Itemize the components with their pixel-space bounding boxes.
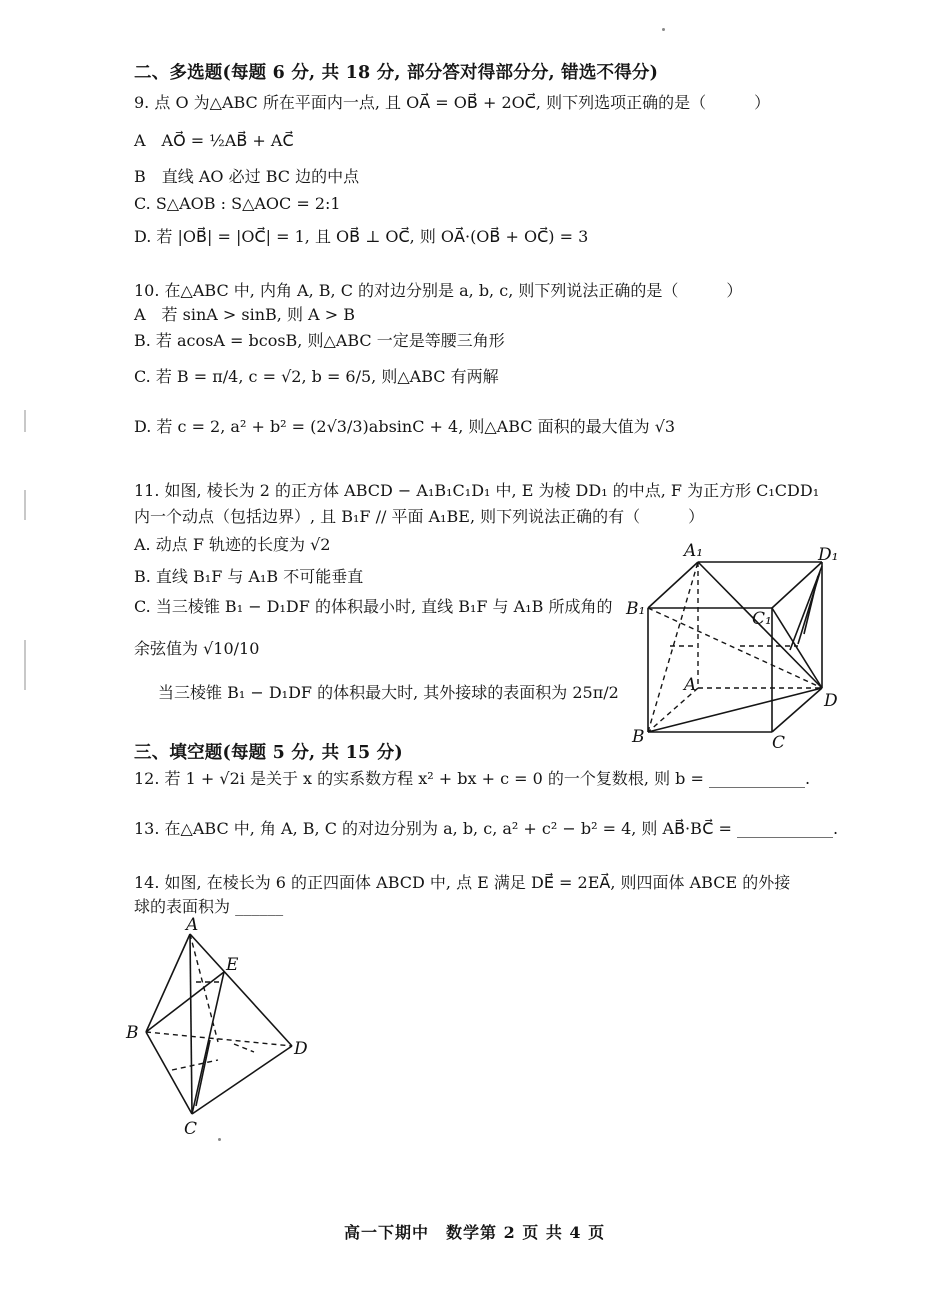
tetra-hidden-line — [172, 1060, 218, 1070]
cube-label-a: A — [684, 675, 697, 695]
tetra-label-d: D — [294, 1039, 308, 1059]
scan-mark — [24, 490, 26, 520]
q11-stem-line2: 内一个动点（包括边界）, 且 B₁F // 平面 A₁BE, 则下列说法正确的有（ ） — [134, 507, 705, 526]
tetra-edge — [190, 934, 292, 1046]
tetra-label-c: C — [184, 1119, 198, 1139]
q11-option-d: 当三棱锥 B₁ − D₁DF 的体积最大时, 其外接球的表面积为 25π/2 — [158, 683, 619, 702]
cube-label-b: B — [632, 727, 645, 747]
cube-label-b1: B₁ — [626, 599, 646, 619]
section3-header: 三、填空题(每题 5 分, 共 15 分) — [134, 743, 403, 763]
q11-stem-line1: 11. 如图, 棱长为 2 的正方体 ABCD − A₁B₁C₁D₁ 中, E 为棱 DD₁ 的中点, F 为正方形 C₁CDD₁ — [134, 481, 820, 500]
cube-label-d1: D₁ — [818, 545, 839, 565]
tetra-line — [196, 1040, 210, 1106]
cube-figure — [622, 541, 862, 753]
q9-stem: 9. 点 O 为△ABC 所在平面内一点, 且 OA⃗ = OB⃗ + 2OC⃗, 则下列选项正确的是（ ） — [134, 93, 771, 112]
q14-stem-line1: 14. 如图, 在棱长为 6 的正四面体 ABCD 中, 点 E 满足 DE⃗ = 2EA⃗, 则四面体 ABCE 的外接 — [134, 873, 791, 892]
q10-option-d: D. 若 c = 2, a² + b² = (2√3/3)absinC + 4, 则△ABC 面积的最大值为 √3 — [134, 417, 676, 436]
tetra-edge — [146, 934, 190, 1032]
q12-text: 12. 若 1 + √2i 是关于 x 的实系数方程 x² + bx + c = 0 的一个复数根, 则 b = ____________. — [134, 769, 811, 788]
scan-mark — [24, 410, 26, 432]
cube-label-c1: C₁ — [752, 609, 772, 629]
scan-mark — [24, 640, 26, 690]
cube-label-a1: A₁ — [684, 541, 704, 561]
q10-option-a: A 若 sinA > sinB, 则 A > B — [134, 305, 355, 324]
tetra-label-b: B — [126, 1023, 139, 1043]
q9-option-a: A AO⃗ = ½AB⃗ + AC⃗ — [134, 131, 294, 150]
tetra-hidden-line — [234, 1044, 254, 1052]
q11-option-a: A. 动点 F 轨迹的长度为 √2 — [134, 535, 331, 554]
q11-option-c-line1: C. 当三棱锥 B₁ − D₁DF 的体积最小时, 直线 B₁F 与 A₁B 所成角的 — [134, 597, 613, 616]
q9-option-b: B 直线 AO 必过 BC 边的中点 — [134, 167, 360, 186]
tetrahedron-figure — [122, 915, 322, 1140]
tetra-edge — [146, 1032, 192, 1114]
cube-hidden-line — [648, 608, 822, 688]
q10-option-b: B. 若 acosA = bcosB, 则△ABC 一定是等腰三角形 — [134, 331, 505, 350]
tetra-hidden-edge — [146, 1032, 292, 1046]
q9-option-c: C. S△AOB : S△AOC = 2:1 — [134, 194, 341, 213]
q11-option-b: B. 直线 B₁F 与 A₁B 不可能垂直 — [134, 567, 364, 586]
section2-header: 二、多选题(每题 6 分, 共 18 分, 部分答对得部分分, 错选不得分) — [134, 63, 659, 83]
cube-edge — [648, 562, 698, 608]
cube-hidden-line — [648, 562, 698, 732]
cube-label-c: C — [772, 733, 786, 753]
tetra-label-e: E — [226, 955, 239, 975]
tetra-edge — [190, 934, 192, 1114]
q14-stem-line2: 球的表面积为 ______ — [134, 897, 284, 916]
q13-text: 13. 在△ABC 中, 角 A, B, C 的对边分别为 a, b, c, a² + c² − b² = 4, 则 AB⃗·BC⃗ = ____________. — [134, 819, 839, 838]
page-footer: 高一下期中 数学第 2 页 共 4 页 — [344, 1223, 606, 1242]
q10-option-c: C. 若 B = π/4, c = √2, b = 6/5, 则△ABC 有两解 — [134, 367, 499, 386]
scan-dot — [662, 28, 665, 31]
cube-line — [804, 576, 818, 634]
cube-label-d: D — [824, 691, 838, 711]
q11-option-c-line2: 余弦值为 √10/10 — [134, 639, 260, 658]
tetra-label-a: A — [186, 915, 199, 935]
q10-stem: 10. 在△ABC 中, 内角 A, B, C 的对边分别是 a, b, c, 则下列说法正确的是（ ） — [134, 281, 743, 300]
q9-option-d: D. 若 |OB⃗| = |OC⃗| = 1, 且 OB⃗ ⊥ OC⃗, 则 OA⃗·(OB⃗ + OC⃗) = 3 — [134, 227, 589, 246]
